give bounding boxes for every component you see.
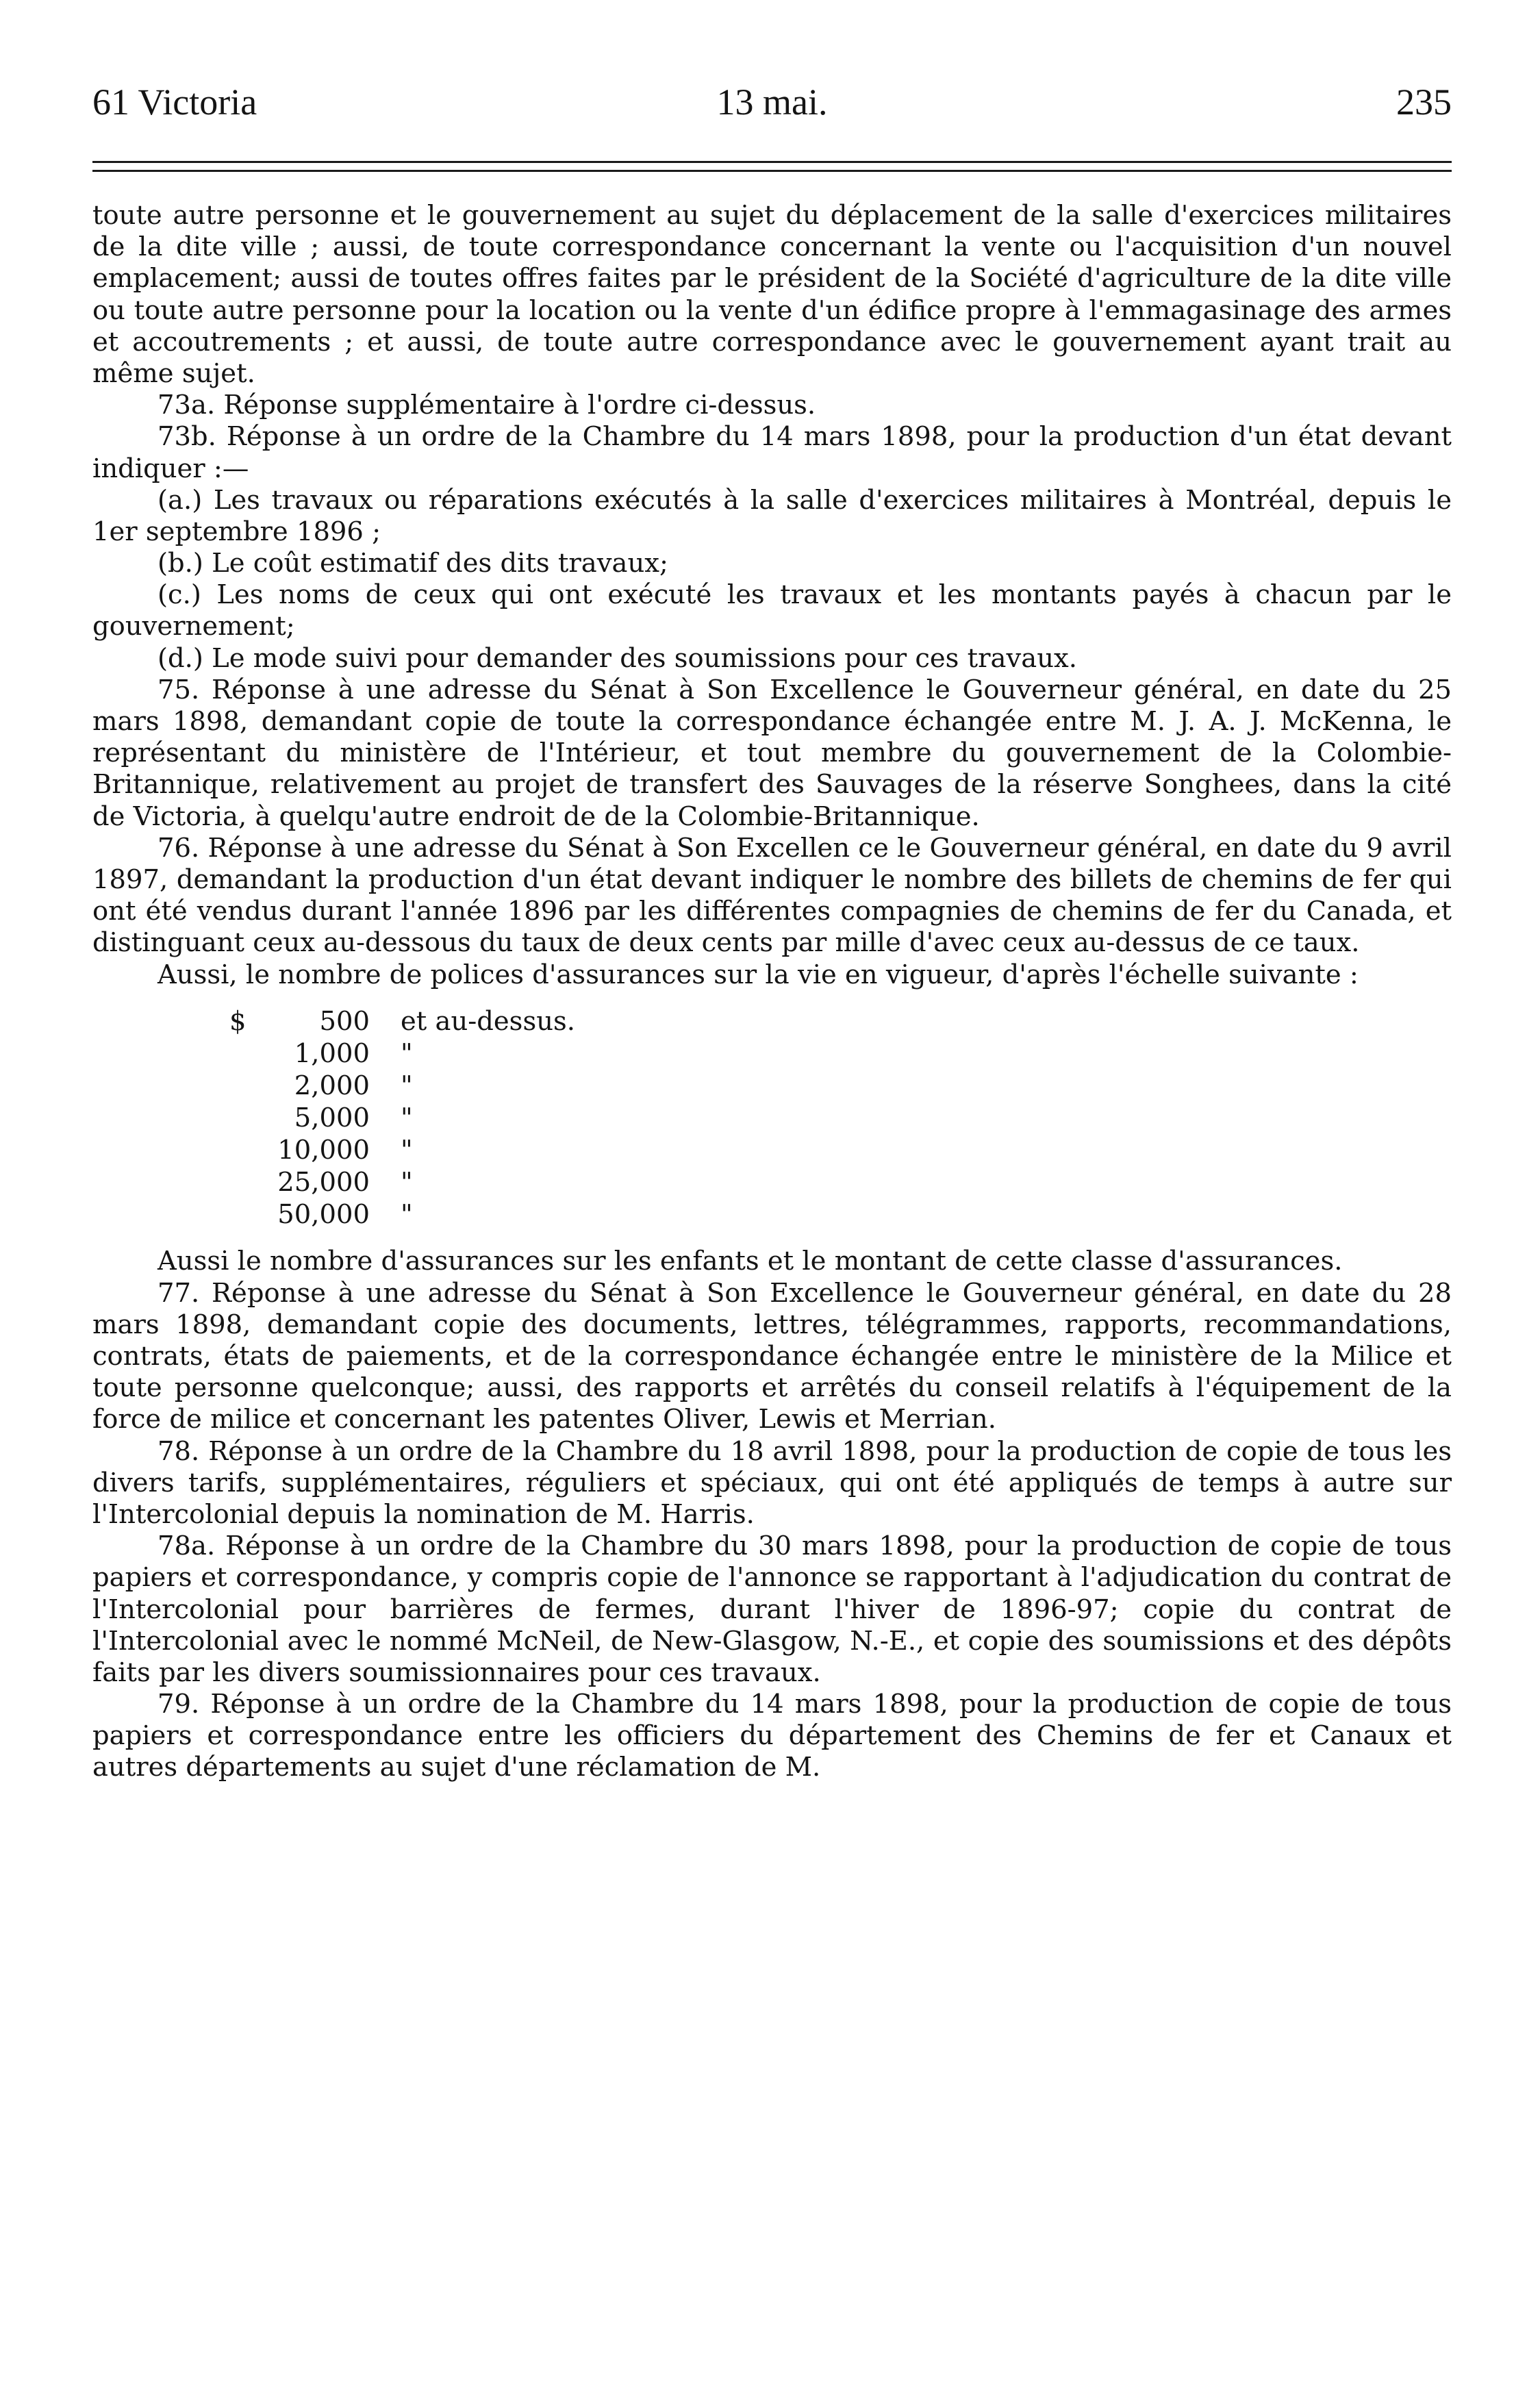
header-date: 13 mai. xyxy=(716,81,828,123)
currency-symbol: $ xyxy=(229,1005,247,1037)
page-header xyxy=(92,81,1452,136)
paragraph-73b-c: (c.) Les noms de ceux qui ont exécuté les travaux et les montants payés à chacun par le gouvernement; xyxy=(92,579,1452,642)
scale-amount: 25,000 xyxy=(277,1166,370,1198)
document-body xyxy=(92,200,1452,1784)
scale-amount: 2,000 xyxy=(294,1070,370,1101)
paragraph-75: 75. Réponse à une adresse du Sénat à Son Excellence le Gouverneur général, en date du 25 mars 1898, demandant copie de toute la correspondance échangée entre M. J. A. J. McKenna, le représentant du ministère de l'Intérieur, et tout membre du gouvernement de la Colombie-Britannique, relativement au projet de transfert des Sauvages de la réserve Songhees, dans la cité de Victoria, à quelqu'autre endroit de de la Colombie-Britannique. xyxy=(92,674,1452,832)
scale-row xyxy=(229,1038,1452,1070)
paragraph-73a: 73a. Réponse supplémentaire à l'ordre ci-dessus. xyxy=(157,390,816,421)
scale-row xyxy=(229,1006,1452,1038)
scale-amount: 50,000 xyxy=(277,1198,370,1230)
paragraph-76-enfants: Aussi le nombre d'assurances sur les enfants et le montant de cette classe d'assurances. xyxy=(157,1246,1343,1277)
header-double-rule xyxy=(92,161,1452,172)
scale-row xyxy=(229,1070,1452,1103)
paragraph-79: 79. Réponse à un ordre de la Chambre du 14 mars 1898, pour la production de copie de tous papiers et correspondance entre les officiers du département des Chemins de fer et Canaux et autres départements au sujet d'une réclamation de M. xyxy=(92,1689,1452,1783)
scale-label: " xyxy=(401,1102,413,1133)
scale-label: " xyxy=(401,1037,413,1069)
scale-amount: 1,000 xyxy=(294,1037,370,1069)
page-number: 235 xyxy=(1396,81,1452,123)
scale-label: " xyxy=(401,1166,413,1198)
scale-label: " xyxy=(401,1198,413,1230)
insurance-scale-list xyxy=(92,1006,1452,1231)
header-session: 61 Victoria xyxy=(92,81,257,123)
scale-row xyxy=(229,1103,1452,1135)
paragraph-73b-a: (a.) Les travaux ou réparations exécutés à la salle d'exercices militaires à Montréal, depuis le 1er septembre 1896 ; xyxy=(92,484,1452,547)
paragraph-76: 76. Réponse à une adresse du Sénat à Son Excellen ce le Gouverneur général, en date du 9 avril 1897, demandant la production d'un état devant indiquer le nombre des billets de chemins de fer qui ont été vendus durant l'année 1896 par les différentes compagnies de chemins de fer du Canada, et distinguant ceux au-dessous du taux de deux cents par mille d'avec ceux au-dessus de ce taux. xyxy=(92,832,1452,959)
scale-label: " xyxy=(401,1070,413,1101)
scale-row xyxy=(229,1167,1452,1199)
scale-row xyxy=(229,1199,1452,1231)
scale-label: " xyxy=(401,1134,413,1166)
paragraph-76-aussi: Aussi, le nombre de polices d'assurances sur la vie en vigueur, d'après l'échelle suivante : xyxy=(157,959,1359,990)
paragraph-73b-b: (b.) Le coût estimatif des dits travaux; xyxy=(157,548,668,579)
scale-label: et au-dessus. xyxy=(401,1005,575,1037)
scale-row xyxy=(229,1135,1452,1167)
paragraph-continuation: toute autre personne et le gouvernement au sujet du déplacement de la salle d'exercices militaires de la dite ville ; aussi, de toute correspondance concernant la vente ou l'acquisition d'un nouvel emplacement; aussi de toutes offres faites par le président de la Société d'agriculture de la dite ville ou toute autre personne pour la location ou la vente d'un édifice propre à l'emmagasinage des armes et accoutrements ; et aussi, de toute autre correspondance avec le gouvernement ayant trait au même sujet. xyxy=(92,200,1452,389)
paragraph-78: 78. Réponse à un ordre de la Chambre du 18 avril 1898, pour la production de copie de tous les divers tarifs, supplémentaires, réguliers et spéciaux, qui ont été appliqués de temps à autre sur l'Intercolonial depuis la nomination de M. Harris. xyxy=(92,1435,1452,1530)
paragraph-77: 77. Réponse à une adresse du Sénat à Son Excellence le Gouverneur général, en date du 28 mars 1898, demandant copie des documents, lettres, télégrammes, rapports, recommandations, contrats, états de paiements, et de la correspondance échangée entre le ministère de la Milice et toute personne quelconque; aussi, des rapports et arrêtés du conseil relatifs à l'équipement de la force de milice et concernant les patentes Oliver, Lewis et Merrian. xyxy=(92,1277,1452,1435)
paragraph-78a: 78a. Réponse à un ordre de la Chambre du 30 mars 1898, pour la production de copie de tous papiers et correspondance, y compris copie de l'annonce se rapportant à l'adjudication du contrat de l'Intercolonial pour barrières de fermes, durant l'hiver de 1896-97; copie du contrat de l'Intercolonial avec le nommé McNeil, de New-Glasgow, N.-E., et copie des soumissions et des dépôts faits par les divers soumissionnaires pour ces travaux. xyxy=(92,1531,1452,1688)
paragraph-73b-d: (d.) Le mode suivi pour demander des soumissions pour ces travaux. xyxy=(157,642,1077,674)
scale-amount: 500 xyxy=(319,1005,370,1037)
scale-amount: 10,000 xyxy=(277,1134,370,1166)
paragraph-73b: 73b. Réponse à un ordre de la Chambre du 14 mars 1898, pour la production d'un état devant indiquer :— xyxy=(92,421,1452,484)
scale-amount: 5,000 xyxy=(294,1102,370,1133)
